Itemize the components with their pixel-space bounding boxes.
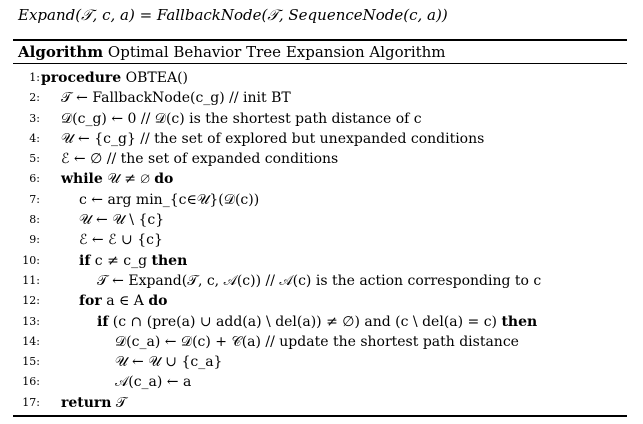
algorithm-title: Optimal Behavior Tree Expansion Algorithm bbox=[107, 43, 446, 61]
algorithm-line bbox=[13, 251, 627, 271]
algorithm-box bbox=[13, 39, 627, 417]
line-text: 𝒟(c_a) ← 𝒟(c) + 𝒞(a) // update the shortest path distance bbox=[115, 333, 519, 350]
algorithm-line bbox=[13, 332, 627, 352]
line-number: 9: bbox=[29, 233, 40, 247]
line-number: 13: bbox=[22, 314, 40, 328]
line-text: (c ∩ (pre(a) ∪ add(a) \ del(a)) ≠ ∅) and (c \ del(a) = c) bbox=[108, 313, 502, 330]
line-number: 11: bbox=[22, 273, 40, 287]
line-code bbox=[41, 169, 173, 189]
line-keyword: if bbox=[79, 252, 91, 269]
line-text: ℰ ← ℰ ∪ {c} bbox=[79, 232, 163, 249]
line-keyword-end: then bbox=[151, 252, 188, 269]
algorithm-line bbox=[13, 393, 627, 413]
line-keyword: procedure bbox=[41, 70, 122, 86]
algorithm-line bbox=[13, 230, 627, 250]
line-number: 2: bbox=[29, 91, 40, 105]
line-keyword: return bbox=[61, 394, 112, 411]
algorithm-line bbox=[13, 312, 627, 332]
algorithm-line bbox=[13, 190, 627, 210]
line-text: 𝒯 ← FallbackNode(c_g) // init BT bbox=[61, 90, 291, 107]
line-number: 14: bbox=[22, 334, 40, 348]
algorithm-body bbox=[13, 64, 627, 415]
algorithm-line bbox=[13, 271, 627, 291]
line-code bbox=[41, 393, 127, 413]
algorithm-line bbox=[13, 291, 627, 311]
line-code bbox=[41, 190, 259, 210]
algorithm-header bbox=[13, 41, 627, 64]
line-text: 𝒰 ← 𝒰 ∪ {c_a} bbox=[115, 354, 223, 371]
line-keyword: while bbox=[61, 171, 103, 188]
algorithm-line bbox=[13, 169, 627, 189]
line-text: ℰ ← ∅ // the set of expanded conditions bbox=[61, 151, 339, 168]
line-code bbox=[41, 312, 537, 332]
line-keyword-end: do bbox=[154, 171, 174, 188]
line-code bbox=[41, 68, 188, 88]
line-number: 16: bbox=[22, 375, 40, 389]
line-code bbox=[41, 109, 422, 129]
line-number: 17: bbox=[22, 395, 40, 409]
line-number: 15: bbox=[22, 355, 40, 369]
algorithm-line bbox=[13, 149, 627, 169]
line-text: 𝒰 ≠ ∅ bbox=[102, 171, 155, 188]
line-text: 𝒟(c_g) ← 0 // 𝒟(c) is the shortest path distance of c bbox=[61, 110, 422, 127]
line-text: c ≠ c_g bbox=[90, 252, 152, 269]
line-code bbox=[41, 372, 191, 392]
line-keyword: if bbox=[97, 313, 109, 330]
line-code bbox=[41, 88, 291, 108]
line-text: a ∈ A bbox=[101, 293, 149, 310]
line-text: 𝒯 ← Expand(𝒯, c, 𝒜(c)) // 𝒜(c) is the action corresponding to c bbox=[97, 272, 542, 289]
line-code bbox=[41, 271, 541, 291]
line-text: 𝒰 ← 𝒰 \ {c} bbox=[79, 212, 165, 229]
line-number: 8: bbox=[29, 213, 40, 227]
line-code bbox=[41, 352, 222, 372]
line-number: 1: bbox=[29, 71, 40, 84]
algorithm-line bbox=[13, 129, 627, 149]
algorithm-line bbox=[13, 352, 627, 372]
line-code bbox=[41, 210, 164, 230]
algorithm-line bbox=[13, 88, 627, 108]
line-number: 10: bbox=[22, 253, 40, 267]
line-code bbox=[41, 291, 168, 311]
line-code bbox=[41, 332, 519, 352]
line-number: 7: bbox=[29, 192, 40, 206]
line-text: OBTEA() bbox=[121, 70, 188, 86]
line-text: c ← arg min_{c∈𝒰}(𝒟(c)) bbox=[79, 191, 260, 208]
line-code bbox=[41, 149, 338, 169]
expand-definition-formula: Expand(𝒯, c, a) = FallbackNode(𝒯, SequenceNode(c, a)) bbox=[18, 6, 448, 24]
line-text: 𝒰 ← {c_g} // the set of explored but unexpanded conditions bbox=[61, 130, 485, 147]
line-keyword: for bbox=[79, 293, 102, 310]
line-code bbox=[41, 230, 163, 250]
line-number: 4: bbox=[29, 131, 40, 145]
line-text: 𝒜(c_a) ← a bbox=[115, 374, 192, 391]
algorithm-label: Algorithm bbox=[18, 43, 104, 61]
algorithm-line bbox=[13, 109, 627, 129]
algorithm-line bbox=[13, 68, 627, 88]
line-text: 𝒯 bbox=[111, 394, 127, 411]
algorithm-line bbox=[13, 210, 627, 230]
line-keyword-end: then bbox=[501, 313, 538, 330]
line-number: 6: bbox=[29, 172, 40, 186]
line-number: 12: bbox=[22, 294, 40, 308]
line-number: 3: bbox=[29, 111, 40, 125]
line-code bbox=[41, 251, 187, 271]
line-keyword-end: do bbox=[148, 293, 168, 310]
line-code bbox=[41, 129, 484, 149]
algorithm-line bbox=[13, 372, 627, 392]
line-number: 5: bbox=[29, 152, 40, 166]
